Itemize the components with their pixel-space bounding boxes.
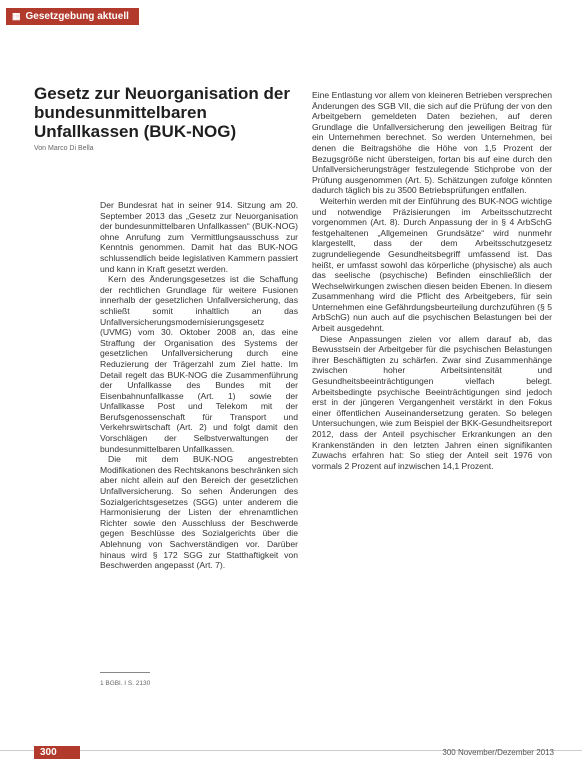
left-column xyxy=(100,200,298,571)
paragraph: Eine Entlastung vor allem von kleineren Betrieben versprechen Änderungen des SGB VII, die sich auf die Prüfung der von den Arbeitgebern gemeldeten Daten beziehen, auf deren Grundlage die Unfallversicherung den jeweiligen Beitrag für ein Unternehmen berechnet. So werden Unternehmen, bei denen die Beitragshöhe die Höhe von 1,5 Prozent der Bezugsgröße nicht übersteigen, fortan bis auf eine durch den Unfallversicherungsträger festzulegende Stichprobe von der Prüfung ausgenommen (Art. 5). Schätzungen zufolge könnten dadurch täglich bis zu 3500 Betriebsprüfungen entfallen. xyxy=(312,90,552,196)
paragraph: Der Bundesrat hat in seiner 914. Sitzung am 20. September 2013 das „Gesetz zur Neuorganisation der bundesunmittelbaren Unfallkassen“ (BUK-NOG) ohne Anrufung zum Vermittlungsausschuss zur Kenntnis genommen. Damit hat das BUK-NOG schlussendlich beide legislativen Kammern passiert und kann in Kraft gesetzt werden. xyxy=(100,200,298,274)
right-column xyxy=(312,90,552,471)
footnote: 1 BGBl. I S. 2130 xyxy=(100,680,151,687)
paragraph: Diese Anpassungen zielen vor allem darauf ab, das Bewusstsein der Arbeitgeber für die psychischen Belastungen ihrer Beschäftigten zu schärfen. Zwar sind Zusammenhänge zwischen hoher Arbeitsintensität und Gesundheitsbeeinträchtigungen vielfach belegt. Arbeitsbedingte psychische Beeinträchtigungen sind jedoch erst in der jüngeren Vergangenheit verstärkt in den Fokus einer öffentlichen Auseinandersetzung geraten. So belegen Untersuchungen, wie zum Beispiel der BKK-Gesundheitsreport 2012, dass der Anteil psychischer Erkrankungen an den Krankenständen in den letzten Jahren einen signifikanten Zuwachs erfahren hat: So stieg der Anteil seit 1976 von vormals 2 Prozent auf inzwischen 14,1 Prozent. xyxy=(312,333,552,471)
section-marker-icon: ▦ xyxy=(12,11,21,21)
footnote-divider xyxy=(100,672,150,673)
paragraph: Die mit dem BUK-NOG angestrebten Modifikationen des Rechtskanons beschränken sich aber nicht allein auf den Bereich der gesetzlichen Unfallversicherung. So sehen Änderungen des Sozialgerichtsgesetzes (SGG) unter anderem die Harmonisierung der Listen der ehrenamtlichen Richter sowie den Ausschluss der Beschwerde gegen Beschlüsse des Sozialgerichts über die Ablehnung von Sachverständigen vor. Darüber hinaus wird § 172 SGG zur Statthaftigkeit von Beschwerden angepasst (Art. 7). xyxy=(100,454,298,571)
paragraph: Weiterhin werden mit der Einführung des BUK-NOG wichtige und notwendige Präzisierungen im Arbeitsschutzrecht vorgenommen (Art. 8). Durch Anpassung der in § 4 ArbSchG festgehaltenen „Allgemeinen Grundsätze“ wird nunmehr klargestellt, dass der dem Arbeitsschutzgesetz zugrundeliegende Gesundheitsbegriff umfassend ist. Das heißt, er umfasst sowohl das körperliche (physische) als auch das seelische (psychische) Befinden einschließlich der Wechselwirkungen zwischen diesen beiden Ebenen. In diesem Zusammenhang wird die Pflicht des Arbeitgebers, für sein Unternehmen eine Gefährdungsbeurteilung durchzuführen (§ 5 ArbSchG) nun auch auf die psychischen Belastungen bei der Arbeit ausgedehnt. xyxy=(312,195,552,334)
article-title: Gesetz zur Neuorganisation der bundesunmittelbaren Unfallkassen (BUK-NOG) xyxy=(34,84,290,141)
paragraph: Kern des Änderungsgesetzes ist die Schaffung der rechtlichen Grundlage für weitere Fusionen innerhalb der gesetzlichen Unfallversicherung, das schließt somit inhaltlich an das Unfallversicherungsmodernisierungsgesetz (UVMG) vom 30. Oktober 2008 an, das eine Straffung der Organisation des Systems der gesetzlichen Unfallversicherung durch eine Reduzierung der Trägerzahl zum Ziel hatte. Im Detail regelt das BUK-NOG die Zusammenführung der Unfallkasse des Bundes mit der Eisenbahnunfallkasse (Art. 1) sowie der Unfallkasse Post und Telekom mit der Berufsgenossenschaft für Transport und Verkehrswirtschaft (Art. 2) und folgt damit den Vorschlägen der Selbstverwaltungen der bundesunmittelbaren Unfallkassen. xyxy=(100,274,298,454)
article-author: Von Marco Di Bella xyxy=(34,145,94,152)
page-number: 300 xyxy=(34,746,80,759)
section-tag xyxy=(6,8,139,25)
issue-label: 300 November/Dezember 2013 xyxy=(442,748,554,757)
section-tag-label: Gesetzgebung aktuell xyxy=(25,11,129,22)
